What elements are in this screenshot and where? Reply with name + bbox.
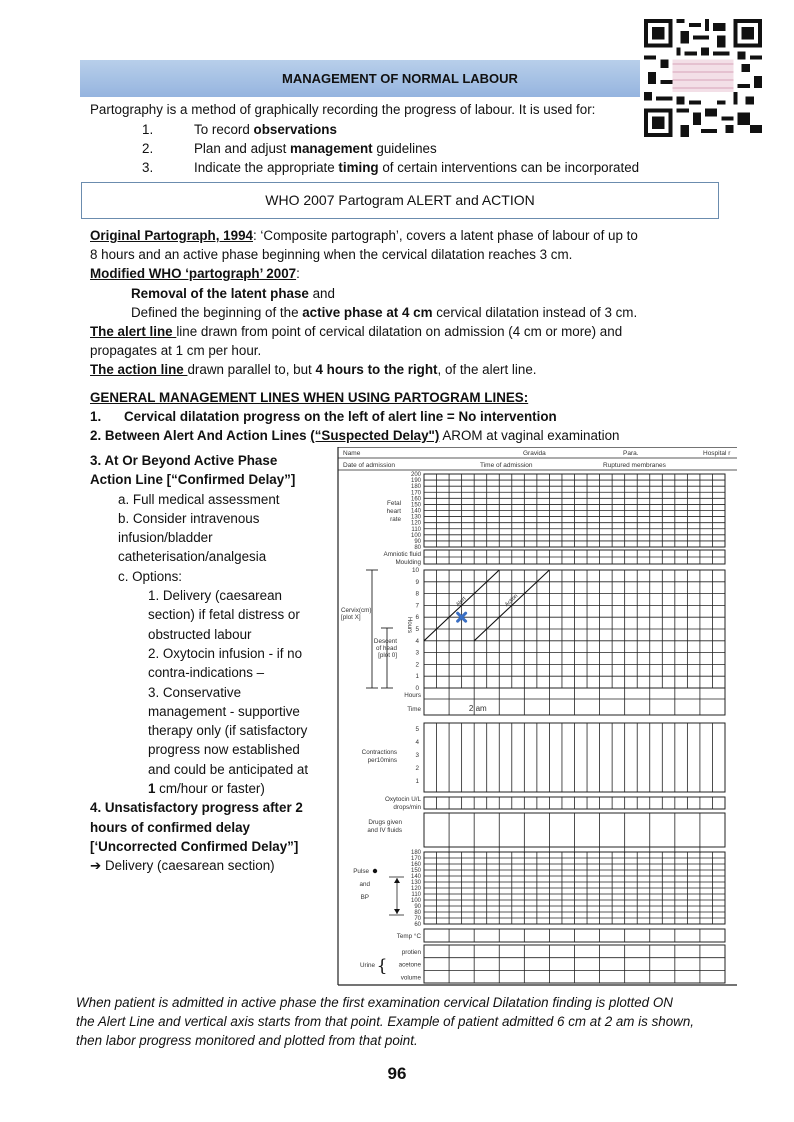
svg-text:110: 110 xyxy=(411,526,421,533)
modified-partograph-label: Modified WHO ‘partograph’ 2007 xyxy=(90,266,297,281)
svg-text:8: 8 xyxy=(415,590,419,598)
svg-text:Drugs given: Drugs given xyxy=(368,819,402,826)
alert-line-label: The alert line xyxy=(90,324,177,339)
text: cm/hour or faster) xyxy=(155,781,265,797)
svg-text:volume: volume xyxy=(400,974,421,982)
svg-text:90: 90 xyxy=(414,538,421,545)
svg-text:100: 100 xyxy=(410,532,421,539)
svg-text:rate: rate xyxy=(390,516,401,523)
text: and xyxy=(308,286,335,301)
svg-text:4: 4 xyxy=(415,739,419,746)
item-text: To record xyxy=(194,122,254,137)
svg-text:80: 80 xyxy=(414,910,421,916)
management-line-2 xyxy=(90,426,620,445)
modified-partograph-heading xyxy=(90,264,300,283)
management-line-1 xyxy=(90,407,557,426)
svg-text:Action: Action xyxy=(504,593,520,609)
svg-text:180: 180 xyxy=(410,850,421,856)
svg-text:1: 1 xyxy=(415,778,419,785)
text: drawn parallel to, but xyxy=(187,362,316,377)
svg-text:120: 120 xyxy=(410,520,421,527)
footer-note-3: then labor progress monitored and plotted from that point. xyxy=(76,1033,418,1048)
item-3a: a. Full medical assessment xyxy=(118,491,280,507)
svg-text:Time: Time xyxy=(407,706,421,713)
svg-text:6: 6 xyxy=(415,614,419,622)
svg-text:130: 130 xyxy=(410,880,421,886)
arrow-right-icon: ➔ xyxy=(90,858,102,874)
alert-line-definition xyxy=(90,322,622,341)
item-4-title: hours of confirmed delay xyxy=(90,819,250,835)
text-bold: 4 hours to the right xyxy=(315,362,438,377)
svg-text:2: 2 xyxy=(415,765,419,772)
heading-text: GENERAL MANAGEMENT LINES WHEN USING PARTOGRAM LINES: xyxy=(90,390,529,405)
item-4-title: 4. Unsatisfactory progress after 2 xyxy=(90,800,303,816)
item-text: guidelines xyxy=(372,141,437,156)
svg-text:Contractions: Contractions xyxy=(361,749,397,756)
svg-text:60: 60 xyxy=(414,922,421,928)
item-text: of certain interventions can be incorporated xyxy=(378,160,640,175)
svg-text:5: 5 xyxy=(415,626,419,633)
item-number: 1. xyxy=(142,122,154,137)
svg-text:3: 3 xyxy=(415,752,419,759)
option-3: and could be anticipated at xyxy=(148,761,309,777)
svg-text:Time of admission: Time of admission xyxy=(480,462,533,469)
text-bold: Removal of the latent phase xyxy=(131,286,309,301)
item-3b: infusion/bladder xyxy=(118,530,213,546)
svg-text:Hours: Hours xyxy=(404,692,421,699)
item-3-title: Action Line [“Confirmed Delay”] xyxy=(90,472,296,488)
modified-item-2 xyxy=(131,303,637,322)
item-number: 1. xyxy=(90,409,102,424)
text-bold: 2. Between Alert And Action Lines xyxy=(90,428,311,443)
svg-text:of head: of head xyxy=(375,645,397,652)
svg-text:and IV fluids: and IV fluids xyxy=(367,827,402,834)
action-line-label: The action line xyxy=(90,362,188,377)
svg-text:Fetal: Fetal xyxy=(387,500,401,507)
text: line drawn from point of cervical dilatation on admission (4 cm or more) and xyxy=(176,324,623,339)
text: Defined the beginning of the xyxy=(131,305,303,320)
text-bold: 1 xyxy=(148,781,156,797)
svg-text:[plot X]: [plot X] xyxy=(341,614,361,621)
svg-text:5: 5 xyxy=(415,726,419,733)
item-4-title: [‘Uncorrected Confirmed Delay”] xyxy=(90,838,299,854)
svg-text:Hours: Hours xyxy=(406,616,412,634)
svg-text:Ruptured membranes: Ruptured membranes xyxy=(603,462,666,469)
section-title-box: WHO 2007 Partogram ALERT and ACTION xyxy=(81,182,719,219)
intro-item-2 xyxy=(142,139,437,158)
option-3 xyxy=(90,779,308,798)
page-number: 96 xyxy=(387,1064,407,1083)
option-3: progress now established xyxy=(148,742,300,758)
svg-text:drops/min: drops/min xyxy=(393,804,421,811)
partogram-svg xyxy=(337,447,737,987)
option-3: therapy only (if satisfactory xyxy=(148,723,308,739)
svg-text:protien: protien xyxy=(401,949,421,956)
item-3b: b. Consider intravenous xyxy=(118,510,260,526)
svg-text:150: 150 xyxy=(410,502,421,509)
svg-text:Temp °C: Temp °C xyxy=(396,933,421,940)
svg-text:Para.: Para. xyxy=(623,450,639,457)
svg-text:160: 160 xyxy=(410,496,421,503)
svg-text:90: 90 xyxy=(414,904,421,910)
svg-text:0: 0 xyxy=(415,685,419,692)
svg-text:Gravida: Gravida xyxy=(523,450,546,457)
item-3b: catheterisation/analgesia xyxy=(118,549,267,565)
svg-text:Cervix(cm): Cervix(cm) xyxy=(341,607,372,614)
option-3: management - supportive xyxy=(148,703,300,719)
svg-text:2 am: 2 am xyxy=(468,704,487,713)
svg-text:and: and xyxy=(359,881,370,888)
svg-text:Date of admission: Date of admission xyxy=(343,462,396,469)
intro-item-1 xyxy=(142,120,337,139)
svg-text:Oxytocin U/L: Oxytocin U/L xyxy=(384,796,421,803)
svg-text:Amniotic fluid: Amniotic fluid xyxy=(383,551,421,558)
svg-text:170: 170 xyxy=(410,490,421,497)
option-1: section) if fetal distress or xyxy=(148,607,300,623)
text: : ‘Composite partograph’, covers a latent phase of labour of up to xyxy=(252,228,638,243)
svg-text:2: 2 xyxy=(415,661,419,669)
svg-text:140: 140 xyxy=(410,874,421,880)
option-2: 2. Oxytocin infusion - if no xyxy=(148,645,303,661)
svg-text:80: 80 xyxy=(414,545,421,551)
option-2: contra-indications – xyxy=(148,665,265,681)
intro-item-3 xyxy=(142,158,639,177)
svg-text:{: { xyxy=(376,956,388,976)
original-partograph-line xyxy=(90,226,638,245)
text: : xyxy=(296,266,300,281)
svg-text:Name: Name xyxy=(343,450,361,457)
text: Delivery (caesarean section) xyxy=(101,858,275,874)
svg-text:Hospital r: Hospital r xyxy=(703,450,731,457)
svg-text:Alert: Alert xyxy=(455,595,468,609)
svg-text:70: 70 xyxy=(414,916,421,922)
item-number: 2. xyxy=(142,141,154,156)
svg-text:4: 4 xyxy=(415,637,419,645)
footer-note-1: When patient is admitted in active phase the first examination cervical Dilatation finding is plotted ON xyxy=(76,995,673,1010)
option-1: obstructed labour xyxy=(148,626,252,642)
item-text: Indicate the appropriate xyxy=(194,160,339,175)
option-1: 1. Delivery (caesarean xyxy=(148,588,282,604)
svg-text:[plot 0]: [plot 0] xyxy=(378,652,397,659)
modified-item-1 xyxy=(131,284,335,303)
action-line-definition xyxy=(90,360,537,379)
item-3c: c. Options: xyxy=(118,568,183,584)
svg-text:BP: BP xyxy=(360,894,369,901)
svg-text:150: 150 xyxy=(410,868,421,874)
svg-text:180: 180 xyxy=(410,484,421,491)
original-partograph-label: Original Partograph, 1994 xyxy=(90,228,253,243)
management-heading xyxy=(90,388,528,407)
svg-text:100: 100 xyxy=(410,898,421,904)
svg-text:heart: heart xyxy=(386,508,401,515)
suspected-delay-label: (“Suspected Delay") xyxy=(310,428,440,443)
item-number: 3. xyxy=(142,160,154,175)
management-item-3-4 xyxy=(90,451,308,876)
text-bold: active phase at 4 cm xyxy=(302,305,433,320)
svg-text:7: 7 xyxy=(415,602,419,610)
item-3-title: 3. At Or Beyond Active Phase xyxy=(90,453,278,468)
svg-text:120: 120 xyxy=(410,886,421,892)
svg-text:160: 160 xyxy=(410,862,421,868)
svg-text:Pulse: Pulse xyxy=(353,868,369,875)
option-3: 3. Conservative xyxy=(148,684,242,700)
svg-text:10: 10 xyxy=(411,567,419,574)
text: cervical dilatation instead of 3 cm. xyxy=(432,305,638,320)
svg-text:200: 200 xyxy=(410,472,421,478)
svg-text:1: 1 xyxy=(415,673,419,681)
svg-text:Moulding: Moulding xyxy=(395,559,421,566)
item-bold: observations xyxy=(253,122,337,137)
svg-text:170: 170 xyxy=(410,856,421,862)
text: AROM at vaginal examination xyxy=(439,428,620,443)
alert-line-definition-2: propagates at 1 cm per hour. xyxy=(90,343,262,358)
svg-text:Descent: Descent xyxy=(373,638,397,645)
footer-note-2: the Alert Line and vertical axis starts from that point. Example of patient admitted 6 cm at 2 am is shown, xyxy=(76,1014,694,1029)
svg-text:Urine: Urine xyxy=(359,962,375,969)
text: , of the alert line. xyxy=(437,362,537,377)
partogram-chart xyxy=(337,447,737,992)
svg-text:3: 3 xyxy=(415,649,419,657)
item-4-result xyxy=(90,856,308,875)
intro-text: Partography is a method of graphically recording the progress of labour. It is used for: xyxy=(90,102,596,117)
svg-text:130: 130 xyxy=(410,514,421,521)
page-title: MANAGEMENT OF NORMAL LABOUR xyxy=(282,71,518,86)
item-bold: management xyxy=(290,141,373,156)
svg-text:9: 9 xyxy=(415,578,419,586)
item-text: Plan and adjust xyxy=(194,141,291,156)
svg-text:acetone: acetone xyxy=(398,961,421,969)
svg-text:110: 110 xyxy=(411,892,421,898)
item-bold: timing xyxy=(338,160,379,175)
original-partograph-line-2: 8 hours and an active phase beginning when the cervical dilatation reaches 3 cm. xyxy=(90,247,573,262)
svg-text:140: 140 xyxy=(410,508,421,515)
text-bold: Cervical dilatation progress on the left of alert line = No intervention xyxy=(124,409,557,424)
svg-text:per10mins: per10mins xyxy=(367,757,397,764)
svg-text:190: 190 xyxy=(410,478,421,485)
